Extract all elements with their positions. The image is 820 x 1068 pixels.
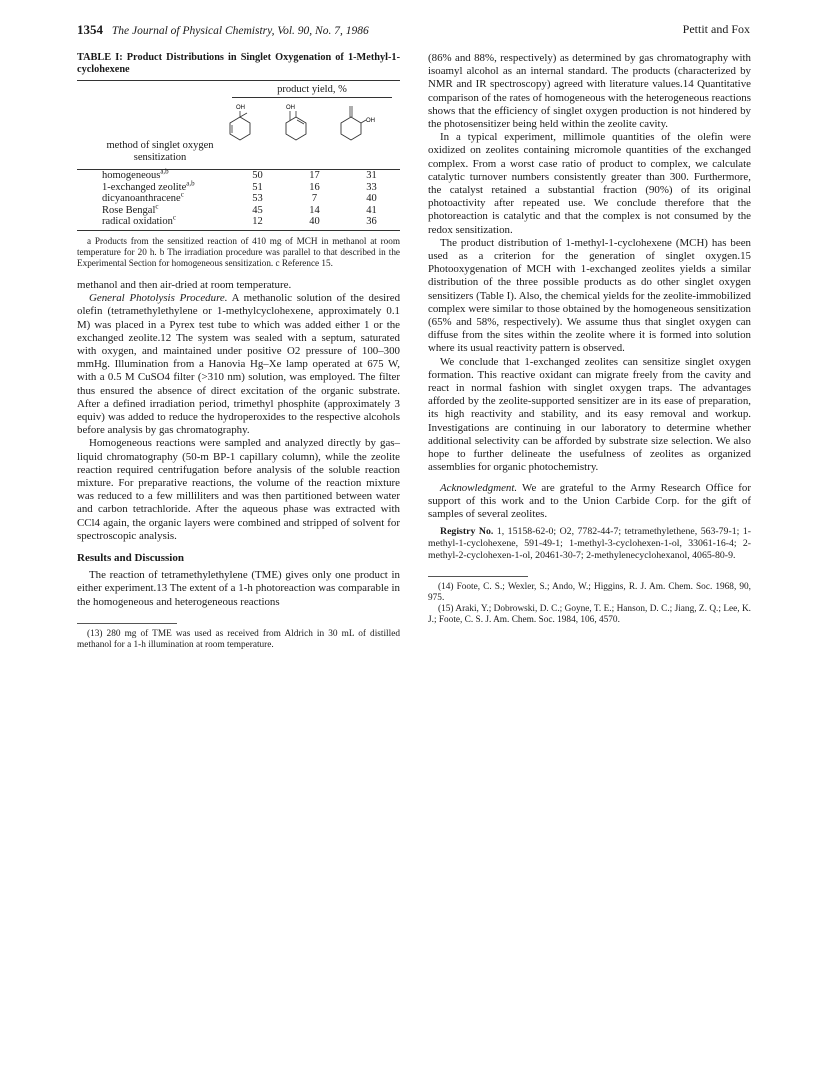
method-footnote-mark: c [155,202,159,211]
ack-title: Acknowledgment. [440,481,518,494]
yield-cell: 16 [309,181,320,193]
method-footnote-mark: c [172,213,176,222]
yield-cell: 33 [366,181,377,193]
table-caption: TABLE I: Product Distributions in Singlet Oxygenation of 1-Methyl-1-cyclohexene [77,52,400,75]
right-column [428,52,751,626]
subsection-title: General Photolysis Procedure. [89,292,228,305]
method-cell [77,167,229,182]
method-cell [77,213,229,228]
method-name: homogeneous [102,170,161,181]
method-footnote-mark: c [180,190,184,199]
yield-cell: 45 [252,204,263,216]
product-2-structure [281,103,311,143]
paragraph-right-4: We conclude that 1-exchanged zeolites can sensitize singlet oxygen formation. This reactive oxidant can migrate freely from the cavity and react in normal fashion with singlet oxygen traps. The advantages afforded by the zeolite-supported sensitizer are in its ease of preparation, its high reactivity and stability, and its easy removal and workup. Investigations are continuing in our laboratory to determine whether additional selectivity can be afforded by substrate size selection. We also hope to further delineate the usefulness of zeolites as organized assemblies for organic photochemistry. [428,355,751,474]
footnote-rule [77,623,177,624]
yield-cell: 41 [366,204,377,216]
table-row [77,182,400,194]
paragraph-right-2: In a typical experiment, millimole quantities of the olefin were oxidized on zeolites containing micromole quantities of the exchanged complex. From a worst case ratio of product to complex, we calculate catalytic turnover numbers consistently greater than 300. Furthermore, the catalyst retained a substantial fraction (90%) of its original photoactivity after repeated use. We conclude therefore that the photoreaction is catalytic and that the complex is not consumed by the redox sensitization. [428,131,751,236]
oh-label: OH [366,118,375,124]
method-name: radical oxidation [102,216,173,228]
acknowledgment [428,482,751,522]
left-column [77,52,400,651]
method-name: dicyanoanthracene [102,193,181,205]
table-bottom-rule [77,230,400,231]
journal-title: The Journal of Physical Chemistry, Vol. 90, No. 7, 1986 [111,25,369,37]
paragraph-homogeneous: Homogeneous reactions were sampled and analyzed directly by gas–liquid chromatography (50-m BP-1 capillary column), while the zeolite reaction required centrifugation before analysis of the soluble reaction mixture. For preparative reactions, the volume of the reaction mixture was reduced to a few milliliters and was then partitioned between water and carbon tetrachloride. After the aqueous phase was extracted with CCl4 again, the organic layers were combined and stripped of solvent for spectroscopic analysis. [77,437,400,542]
yield-cell: 36 [366,216,377,228]
paragraph-right-3: The product distribution of 1-methyl-1-cyclohexene (MCH) has been used as a criterion for the generation of singlet oxygen.15 Photooxygenation of MCH with 1-exchanged zeolites yields a similar distribution of the three possible products as do other singlet oxygen sensitizers (Table I). Also, the chemical yields for the zeolite-immobilized complex were similar to those obtained by the homogeneous sensitization (65% and 58%, respectively). We assume thus that singlet oxygen can diffuse from the sites within the zeolite where it is formed into solution where its usual reactivity pattern is observed. [428,236,751,355]
yield-cell: 50 [252,170,263,181]
section-title: Results and Discussion [77,552,184,565]
ack-body: We are grateful to the Army Research Office for support of this work and to the Union Carbide Corp. for the gift of samples of several zeolites. [428,481,752,520]
product-1-structure [225,103,255,143]
yield-cell: 40 [366,193,377,205]
paragraph-results: The reaction of tetramethylethylene (TME) gives only one product in either experiment.13 The extent of a 1-h photoreaction was comparable in the homogeneous and heterogeneous reactions [77,569,400,608]
running-head: Pettit and Fox [682,22,750,36]
oh-label: OH [286,105,295,111]
method-cell [77,179,229,194]
method-name: Rose Bengal [102,204,156,216]
yield-cell: 17 [309,170,320,181]
table-row [77,205,400,217]
method-footnote-mark: a,b [186,179,195,188]
paragraph-body: A methanolic solution of the desired olefin (tetramethylethylene or 1-methylcyclohexene, approximately 0.1 M) was placed in a Pyrex test tube to which was added either 1 or the exchanged zeolite.12 The system was sealed with a septum, saturated with oxygen, and maintained under positive O2 pressure of 100–300 mmHg. Illumination from a Hanovia Hg–Xe lamp operated at 675 W, with a 0.5 M CuSO4 filter (>310 nm) solution, was employed. The filter thus ensured the absence of direct excitation of the organic substrate. After a defined irradiation period, trimethyl phosphite (approximately 3 equiv) was added to reduce the hydroperoxides to the respective alcohols before analysis by gas chromatography. [77,292,401,437]
method-cell [77,202,229,217]
table-header [77,81,400,169]
footnote-15: (15) Araki, Y.; Dobrowski, D. C.; Goyne, T. E.; Hanson, D. C.; Jiang, Z. Q.; Lee, K. J.; Foote, C. S. J. Am. Chem. Soc. 1984, 106, 4570. [428,604,751,626]
paragraph-general-procedure [77,292,400,437]
product-table [77,167,400,228]
footnote-rule [428,576,528,577]
oh-label: OH [236,105,245,111]
paragraph-continued: methanol and then air-dried at room temperature. [77,278,292,291]
yield-header: product yield, % [232,83,392,98]
yield-cell: 31 [366,170,377,181]
footnote-14: (14) Foote, C. S.; Wexler, S.; Ando, W.; Higgins, R. J. Am. Chem. Soc. 1968, 90, 975. [428,582,751,604]
method-footnote-mark: a,b [160,167,169,176]
yield-cell: 14 [309,204,320,216]
table-footnote: a Products from the sensitized reaction of 410 mg of MCH in methanol at room temperature for 20 h. b The irradiation procedure was parallel to that described in the Experimental Section for homogeneous sensitization. c Reference 15. [77,235,400,268]
method-name: 1-exchanged zeolite [102,181,187,193]
registry-numbers [428,526,751,562]
table-row [77,170,400,182]
page-number: 1354 [77,22,103,37]
footnote-13: (13) 280 mg of TME was used as received from Aldrich in 30 mL of distilled methanol for a 1-h illumination at room temperature. [77,628,400,650]
page-header [77,22,750,38]
table-row [77,216,400,228]
method-cell [77,190,229,205]
registry-title: Registry No. [440,526,494,538]
paragraph-right-1: (86% and 88%, respectively) as determined by gas chromatography with isoamyl alcohol as an internal standard. The products (characterized by NMR and IR spectroscopy) agreed with literature values.14 Quantitative comparison of the rates of homogeneous with the heterogeneous reactions shows that the efficiency of singlet oxygen production is not hindered by the photosensitizer being held within the zeolite cavity. [428,52,751,131]
yield-cell: 12 [252,216,263,228]
product-3-structure [335,103,379,143]
table-row [77,193,400,205]
method-header: method of singlet oxygen sensitization [106,140,214,163]
yield-cell: 53 [252,193,263,205]
yield-cell: 7 [311,193,318,205]
yield-cell: 40 [309,216,320,228]
yield-cell: 51 [252,181,263,193]
registry-body: 1, 15158-62-0; O2, 7782-44-7; tetramethylethene, 563-79-1; 1-methyl-1-cyclohexene, 591-49-1; 1-methyl-3-cyclohexen-1-ol, 33061-16-4; 2-methyl-2-cyclohexen-1-ol, 20461-30-7; 2-methylenecyclohexanol, 4065-80-9. [428,526,751,562]
